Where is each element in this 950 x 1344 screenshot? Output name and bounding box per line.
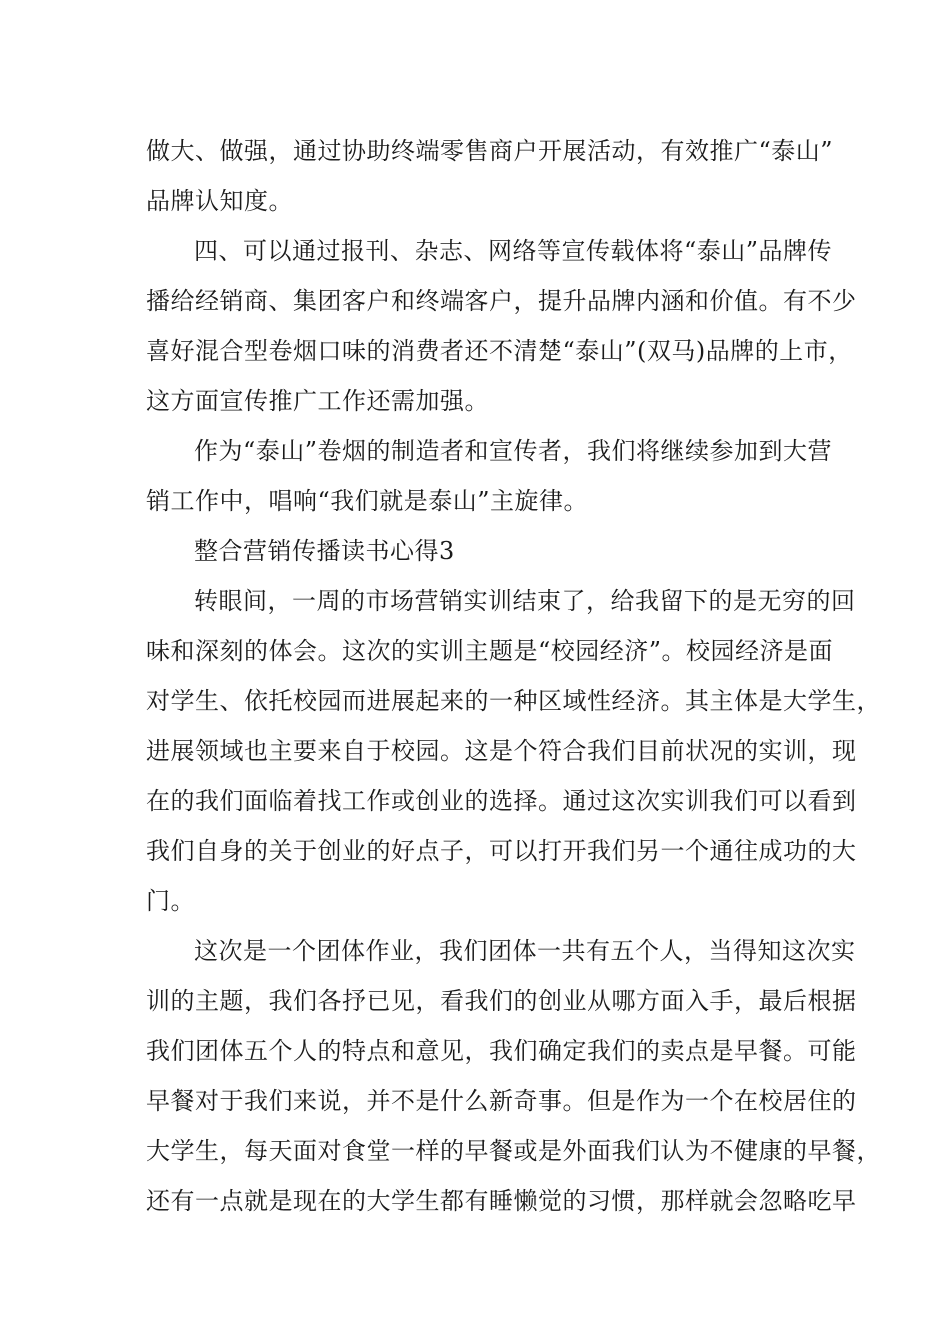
text-line: 进展领域也主要来自于校园。这是个符合我们目前状况的实训，现 <box>146 737 857 765</box>
text-line: 喜好混合型卷烟口味的消费者还不清楚“泰山”(双马)品牌的上市， <box>146 337 853 365</box>
text-line: 四、可以通过报刊、杂志、网络等宣传载体将“泰山”品牌传 <box>194 237 833 265</box>
text-line: 转眼间，一周的市场营销实训结束了，给我留下的是无穷的回 <box>194 587 856 615</box>
text-line: 还有一点就是现在的大学生都有睡懒觉的习惯，那样就会忽略吃早 <box>146 1187 857 1215</box>
text-line: 在的我们面临着找工作或创业的选择。通过这次实训我们可以看到 <box>146 787 857 815</box>
text-line: 早餐对于我们来说，并不是什么新奇事。但是作为一个在校居住的 <box>146 1087 857 1115</box>
text-line: 我们团体五个人的特点和意见，我们确定我们的卖点是早餐。可能 <box>146 1037 857 1065</box>
section-heading: 整合营销传播读书心得3 <box>194 537 455 565</box>
text-line: 品牌认知度。 <box>146 187 293 215</box>
text-line: 这方面宣传推广工作还需加强。 <box>146 387 489 415</box>
text-line: 大学生，每天面对食堂一样的早餐或是外面我们认为不健康的早餐， <box>146 1137 881 1165</box>
text-line: 门。 <box>146 887 195 915</box>
text-line: 对学生、依托校园而进展起来的一种区域性经济。其主体是大学生， <box>146 687 881 715</box>
text-line: 味和深刻的体会。这次的实训主题是“校园经济”。校园经济是面 <box>146 637 834 665</box>
text-line: 这次是一个团体作业，我们团体一共有五个人，当得知这次实 <box>194 937 856 965</box>
text-line: 训的主题，我们各抒已见，看我们的创业从哪方面入手，最后根据 <box>146 987 857 1015</box>
text-line: 做大、做强，通过协助终端零售商户开展活动，有效推广“泰山” <box>146 137 834 165</box>
text-line: 播给经销商、集团客户和终端客户，提升品牌内涵和价值。有不少 <box>146 287 857 315</box>
text-line: 销工作中，唱响“我们就是泰山”主旋律。 <box>146 487 589 515</box>
text-line: 作为“泰山”卷烟的制造者和宣传者，我们将继续参加到大营 <box>194 437 833 465</box>
text-line: 我们自身的关于创业的好点子，可以打开我们另一个通往成功的大 <box>146 837 857 865</box>
